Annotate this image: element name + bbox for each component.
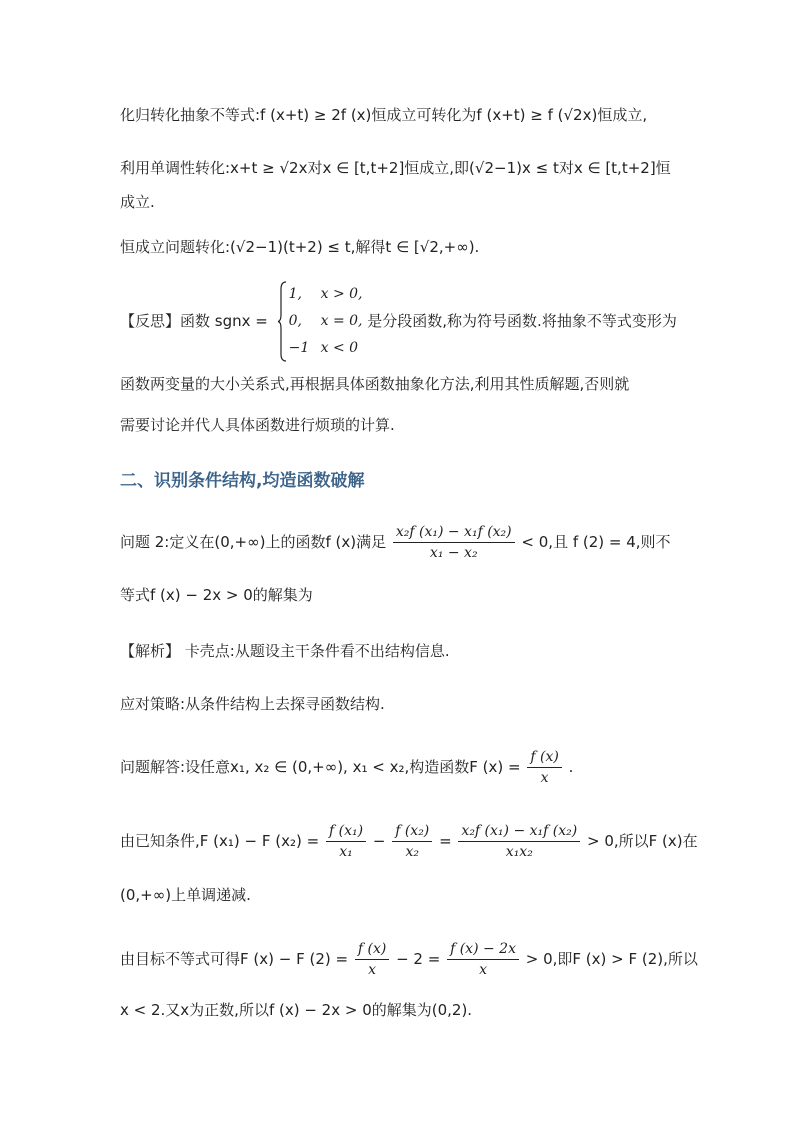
text-line: 成立.	[120, 193, 155, 211]
text-line: 等式f (x) − 2x > 0的解集为	[120, 586, 313, 604]
text-line: 函数两变量的大小关系式,再根据具体函数抽象化方法,利用其性质解题,否则就	[120, 375, 630, 393]
fraction: $\frac{f (x)}{x}$	[527, 747, 561, 788]
text-line: (0,+∞)上单调递减.	[120, 886, 251, 904]
section-heading: 二、识别条件结构,均造函数破解	[120, 471, 365, 491]
text-line: x < 2.又x为正数,所以f (x) − 2x > 0的解集为(0,2).	[120, 1001, 473, 1019]
known-condition-line: 由已知条件,F (x₁) − F (x₂) = $\frac{\text{f (x₁)}}{\text{x₁}}$ − $\frac{\text{f (x₂)}}{\text{x₂}}$ = $\frac{\text{x₂f (x₁) − x₁f (x₂)}}{\text{x₁x₂}}$ > 0,所以F (x)在	[120, 823, 698, 860]
fraction: $\frac{\text{x₂f (x₁) − x₁f (x₂)}}{\text{x₁ − x₂}}$	[393, 522, 515, 563]
target-line: 由目标不等式可得F (x) − F (2) = $\frac{f (x)}{x}$ − 2 = $\frac{f (x) - 2x}{x}$ > 0,即F (x) > F (2),所以	[120, 941, 698, 978]
brace-icon	[277, 281, 287, 362]
text-line: 需要讨论并代人具体函数进行烦琐的计算.	[120, 416, 395, 434]
text-line: 恒成立问题转化:(√2−1)(t+2) ≤ t,解得t ∈ [√2,+∞).	[120, 238, 480, 256]
fansi-paragraph	[120, 281, 677, 362]
case-row: −1 x < 0	[288, 340, 359, 356]
fansi-prefix: 【反思】函数 sgnx =	[120, 312, 268, 330]
case-row: 0, x = 0,	[288, 313, 363, 329]
fansi-suffix: 是分段函数,称为符号函数.将抽象不等式变形为	[367, 312, 677, 330]
fraction: $\frac{f (x) - 2x}{x}$	[447, 939, 519, 980]
case-row: 1, x > 0,	[288, 286, 363, 302]
fraction: $\frac{\text{f (x₂)}}{\text{x₂}}$	[392, 821, 432, 862]
fraction: $\frac{\text{f (x₁)}}{\text{x₁}}$	[326, 821, 366, 862]
text-line: 化归转化抽象不等式:f (x+t) ≥ 2f (x)恒成立可转化为f (x+t) ≥ f (√2x)恒成立,	[120, 106, 648, 124]
text-line: 利用单调性转化:x+t ≥ √2x对x ∈ [t,t+2]恒成立,即(√2−1)x ≤ t对x ∈ [t,t+2]恒	[120, 159, 671, 177]
fraction: $\frac{\text{x₂f (x₁) − x₁f (x₂)}}{\text{x₁x₂}}$	[458, 821, 580, 862]
question-2: 问题 2:定义在(0,+∞)上的函数f (x)满足 $\frac{\text{x₂f (x₁) − x₁f (x₂)}}{\text{x₁ − x₂}}$ < 0,且 f (2) = 4,则不	[120, 524, 671, 561]
answer-line: 问题解答:设任意x₁, x₂ ∈ (0,+∞), x₁ < x₂,构造函数F (x) = $\frac{f (x)}{x}$ .	[120, 749, 574, 786]
fraction: $\frac{f (x)}{x}$	[355, 939, 389, 980]
sgn-cases	[277, 281, 363, 362]
text-line: 应对策略:从条件结构上去探寻函数结构.	[120, 695, 385, 713]
text-line: 【解析】 卡壳点:从题设主干条件看不出结构信息.	[120, 642, 450, 660]
